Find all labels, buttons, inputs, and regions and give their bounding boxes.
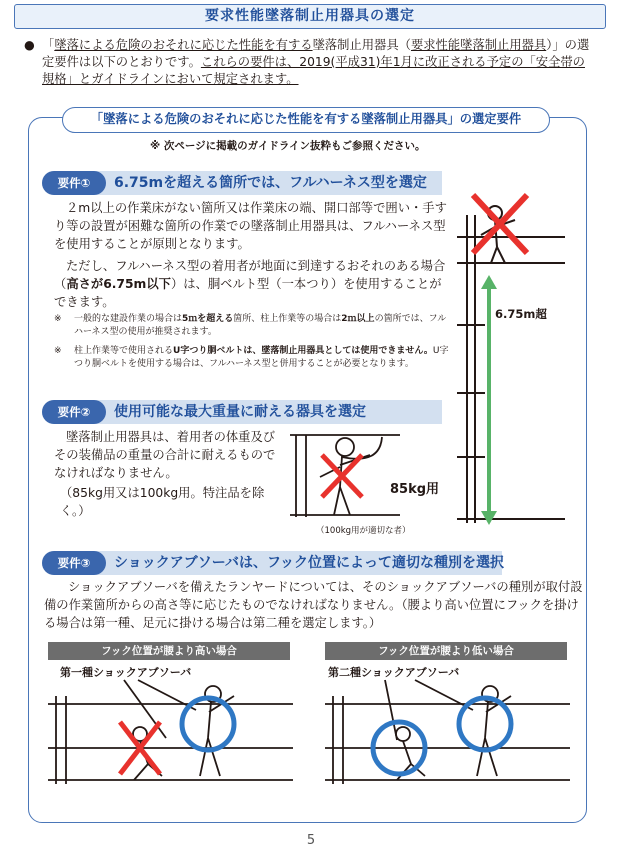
req1-badge: 要件① (42, 171, 106, 195)
bullet-icon: ● (24, 38, 35, 52)
worker-weight-illustration (290, 425, 450, 525)
requirements-title: 「墜落による危険のおそれに応じた性能を有する墜落制止用器具」の選定要件 (62, 107, 550, 133)
panel-left-illustration (48, 676, 298, 786)
panel-right-label: 第二種ショックアブソーバ (328, 666, 460, 679)
page-title: 要求性能墜落制止用器具の選定 (14, 4, 606, 29)
panel-left-header: フック位置が腰より高い場合 (48, 642, 290, 660)
req1-paragraph-1: ２m以上の作業床がない箇所又は作業床の端、開口部等で囲い・手すり等の設置が困難な箇所の作業での墜落制止用器具は、フルハーネス型を使用することが原則となります。 (54, 201, 447, 251)
req1-note-1: ※ 一般的な建設作業の場合は5ｍを超える箇所、柱上作業等の場合は2ｍ以上の箇所では、フルハーネス型の使用が推奨されます。 (54, 314, 447, 337)
req1-header (42, 171, 442, 195)
req1-title: 6.75mを超える箇所では、フルハーネス型を選定 (114, 175, 427, 191)
panel-left-label: 第一種ショックアブソーバ (60, 666, 192, 679)
intro-paragraph: ● 「墜落による危険のおそれに応じた性能を有する墜落制止用器具（要求性能墜落制止用器具）」の選定要件は以下のとおりです。これらの要件は、2019(平成31)年1月に改正される予定の「安全帯の規格」とガイドラインにおいて規定されます。 (24, 38, 590, 86)
req1-paragraph-2: ただし、フルハーネス型の着用者が地面に到達するおそれのある場合（高さが6.75m以下）は、胴ベルト型（一本つり）を使用することができます。 (54, 259, 446, 309)
weight-caption: （100kg用が適切な者） (316, 526, 411, 536)
req1-note-2: ※ 柱上作業等で使用されるU字つり胴ベルトは、墜落制止用器具としては使用できません。U字つり胴ベルトを使用する場合は、フルハーネス型と併用することが必要となります。 (54, 346, 449, 369)
height-label: 6.75m超 (495, 307, 547, 321)
scaffold-illustration (455, 185, 575, 530)
req2-paragraph-1: 墜落制止用器具は、着用者の体重及びその装備品の重量の合計に耐えるものでなければなりません。 (54, 430, 276, 480)
req2-badge: 要件② (42, 400, 106, 424)
page-number: 5 (306, 833, 316, 848)
req2-paragraph-2: （85kg用又は100kg用。特注品を除く。） (60, 486, 265, 518)
req3-paragraph: ショックアブソーバを備えたランヤードについては、そのショックアブソーバの種別が取付設備の作業箇所からの高さ等に応じたものでなければなりません。（腰より高い位置にフックを掛ける場合は第一種、足元に掛ける場合は第二種を選定します。） (44, 580, 583, 630)
req3-header (42, 551, 505, 575)
req3-badge: 要件③ (42, 551, 106, 575)
req3-title: ショックアブソーバは、フック位置によって適切な種別を選択 (114, 555, 505, 571)
guideline-note: ※ 次ページに掲載のガイドライン抜粋もご参照ください。 (150, 140, 426, 152)
req2-title: 使用可能な最大重量に耐える器具を選定 (114, 404, 366, 420)
req2-header (42, 400, 442, 424)
panel-right-illustration (325, 676, 575, 786)
weight-label: 85kg用 (390, 482, 440, 497)
panel-right-header: フック位置が腰より低い場合 (325, 642, 567, 660)
